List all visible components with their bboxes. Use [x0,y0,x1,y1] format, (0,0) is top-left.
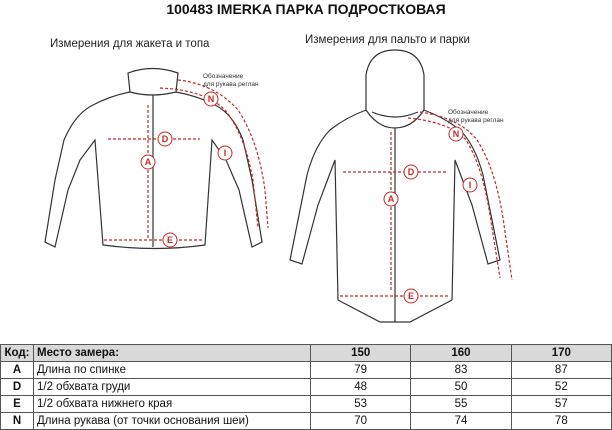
row-name: 1/2 обхвата груди [34,379,311,396]
parka-note-1: Обозначение [448,109,489,116]
row-value-170: 57 [511,396,611,413]
row-name: Длина рукава (от точки основания шеи) [34,413,311,430]
header-size-170: 170 [511,345,611,362]
jacket-label-a: A [144,157,152,167]
jacket-label-d: D [161,134,169,144]
jacket-label-e: E [166,235,174,245]
jacket-measurements [104,80,268,240]
row-value-150: 48 [311,379,411,396]
row-value-170: 78 [511,413,611,430]
row-code: D [1,379,34,396]
row-value-160: 83 [411,362,511,379]
row-value-150: 79 [311,362,411,379]
table-row [1,379,612,396]
row-name: 1/2 обхвата нижнего края [34,396,311,413]
parka-label-i: I [468,180,472,190]
parka-label-n: N [452,129,460,139]
row-value-160: 55 [411,396,511,413]
size-table [0,344,612,430]
parka-note-2: для рукава реглан [448,117,504,124]
header-size-160: 160 [411,345,511,362]
parka-measurements [340,112,512,296]
jacket-label-n: N [207,94,215,104]
row-value-170: 87 [511,362,611,379]
row-code: E [1,396,34,413]
row-value-150: 70 [311,413,411,430]
parka-label-a: A [387,194,395,204]
jacket-note-1: Обозначение [203,73,244,80]
parka-label-d: D [407,167,415,177]
row-value-160: 74 [411,413,511,430]
header-size-150: 150 [311,345,411,362]
header-code: Код: [1,345,34,362]
row-code: A [1,362,34,379]
table-row [1,362,612,379]
jacket-label-i: I [223,148,227,158]
row-value-160: 50 [411,379,511,396]
table-row [1,396,612,413]
row-name: Длина по спинке [34,362,311,379]
row-code: N [1,413,34,430]
parka-caption: Измерения для пальто и парки [305,34,470,46]
row-value-150: 53 [311,396,411,413]
row-value-170: 52 [511,379,611,396]
header-where: Место замера: [34,345,311,362]
parka-label-e: E [407,291,415,301]
parka-labels [384,108,504,303]
table-row [1,413,612,430]
table-header-row [1,345,612,362]
page-title: 100483 IMERKA ПАРКА ПОДРОСТКОВАЯ [166,1,446,17]
jacket-caption: Измерения для жакета и топа [50,38,210,50]
jacket-note-2: для рукава реглан [203,81,259,88]
